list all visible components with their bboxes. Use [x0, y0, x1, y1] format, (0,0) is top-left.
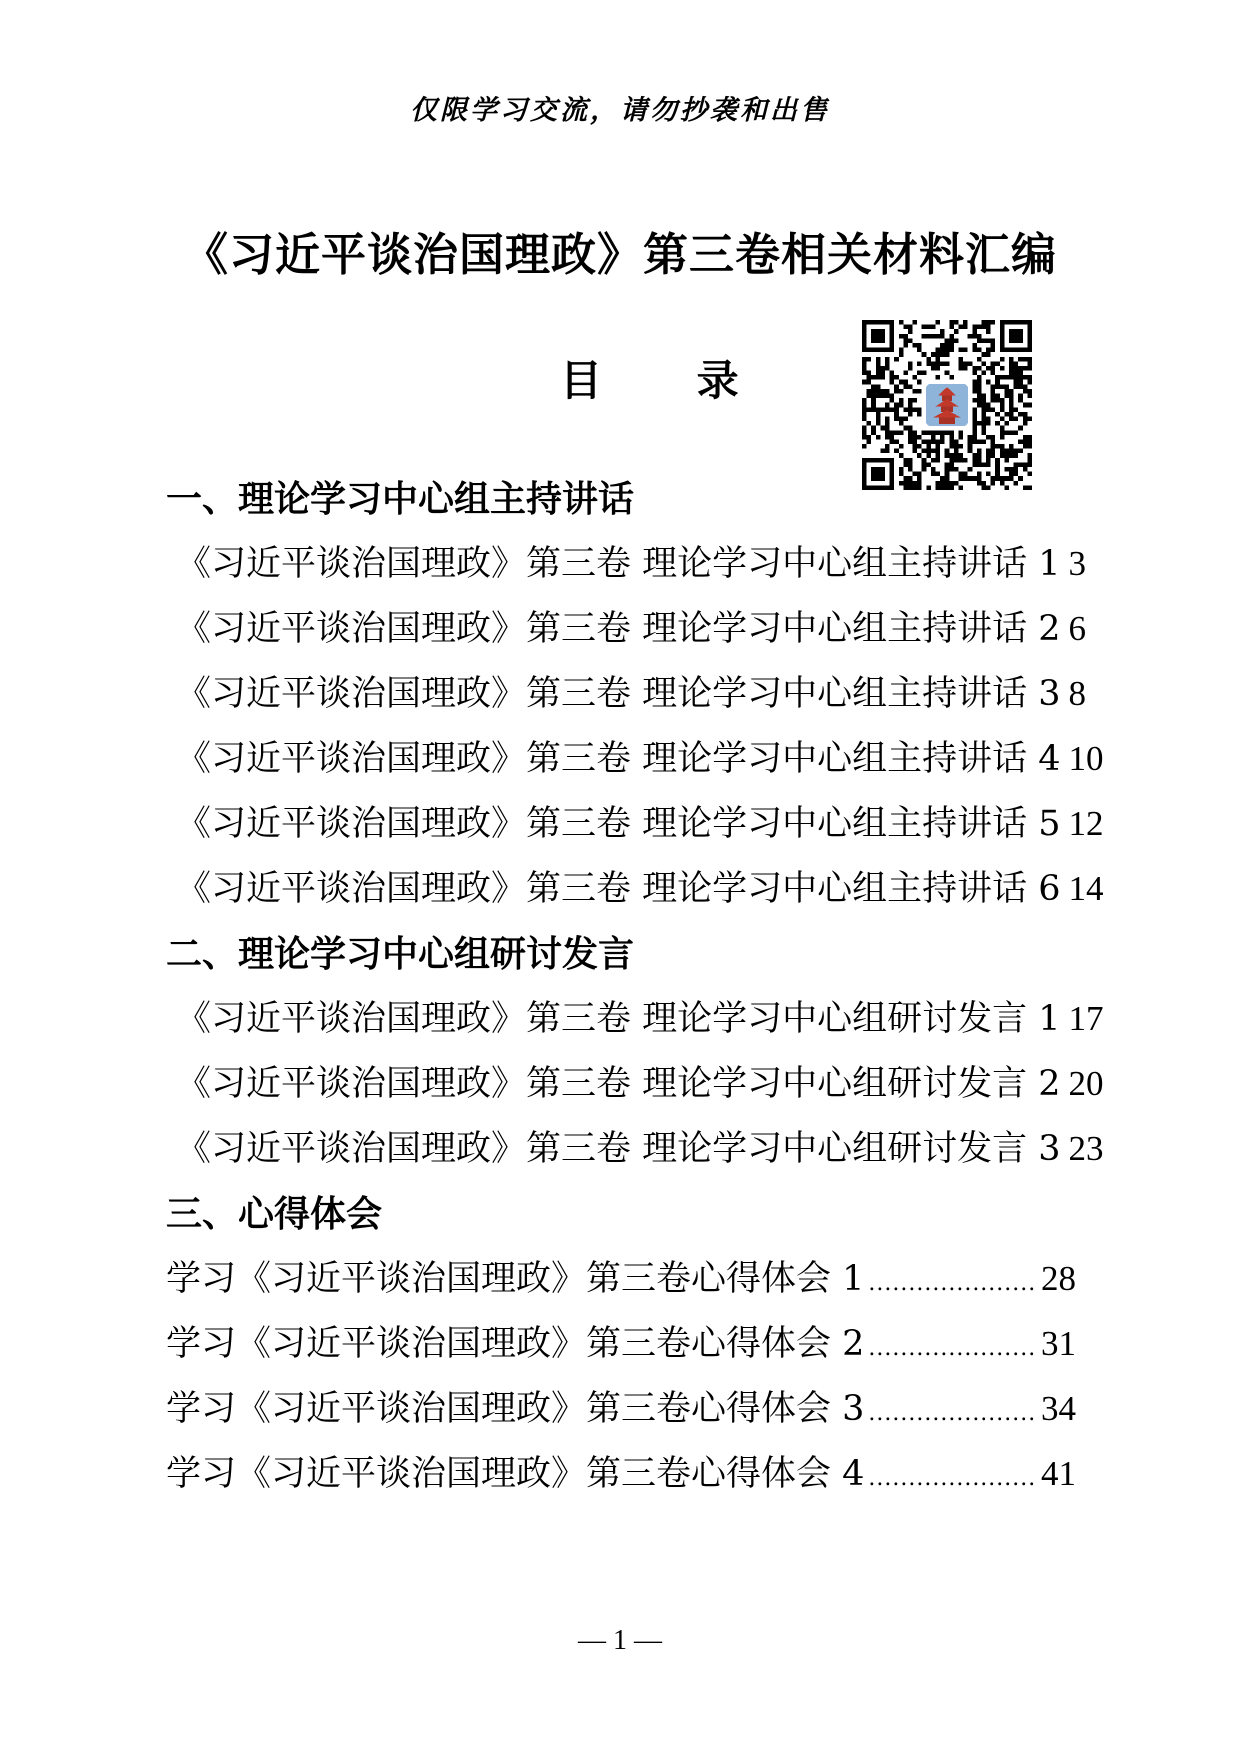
toc-heading: 目 录 — [560, 356, 779, 405]
toc-entry[interactable] — [166, 663, 1087, 728]
toc-dot-leader — [868, 1318, 1037, 1380]
toc-entry-page: 12 — [1068, 804, 1104, 843]
document-title: 《习近平谈治国理政》第三卷相关材料汇编 — [182, 228, 1057, 281]
toc-dot-leader — [868, 1253, 1037, 1315]
toc-entry-title: 《习近平谈治国理政》第三卷 理论学习中心组研讨发言 1 — [176, 999, 1061, 1039]
pagoda-logo-icon — [924, 382, 970, 428]
toc-entry-page: 28 — [1041, 1259, 1076, 1298]
toc-entry-title: 学习《习近平谈治国理政》第三卷心得体会 1 — [166, 1259, 865, 1299]
toc-entry[interactable] — [166, 598, 1087, 663]
toc-entry-title: 学习《习近平谈治国理政》第三卷心得体会 3 — [166, 1389, 865, 1429]
toc-entry[interactable] — [166, 793, 1104, 858]
toc-entry[interactable] — [166, 1118, 1104, 1183]
toc-entry[interactable] — [166, 858, 1104, 923]
toc-dot-leader — [868, 1383, 1037, 1445]
toc-entry[interactable] — [166, 1248, 1076, 1313]
toc-entry-title: 学习《习近平谈治国理政》第三卷心得体会 2 — [166, 1324, 865, 1364]
toc-entry[interactable] — [166, 1443, 1076, 1508]
toc-entry-title: 《习近平谈治国理政》第三卷 理论学习中心组主持讲话 1 — [176, 544, 1061, 584]
toc-entry-page: 14 — [1068, 869, 1104, 908]
toc-entry-page: 6 — [1068, 609, 1087, 648]
toc-section-heading: 二、理论学习中心组研讨发言 — [166, 933, 635, 975]
toc-entry-page: 20 — [1068, 1064, 1104, 1103]
toc-entry-page: 41 — [1041, 1454, 1076, 1493]
watermark-notice: 仅限学习交流，请勿抄袭和出售 — [410, 95, 830, 126]
toc-entry-title: 《习近平谈治国理政》第三卷 理论学习中心组主持讲话 5 — [176, 804, 1061, 844]
toc-entry-title: 《习近平谈治国理政》第三卷 理论学习中心组主持讲话 3 — [176, 674, 1061, 714]
toc-entry-title: 学习《习近平谈治国理政》第三卷心得体会 4 — [166, 1454, 865, 1494]
toc-dot-leader — [868, 1448, 1037, 1510]
toc-entry-page: 31 — [1041, 1324, 1076, 1363]
toc-entry-title: 《习近平谈治国理政》第三卷 理论学习中心组主持讲话 4 — [176, 739, 1061, 779]
toc-entry-page: 10 — [1068, 739, 1104, 778]
toc-entry[interactable] — [166, 1313, 1076, 1378]
toc-entry[interactable] — [166, 1053, 1104, 1118]
toc-entry-page: 34 — [1041, 1389, 1076, 1428]
toc-entry-page: 17 — [1068, 999, 1104, 1038]
page-number: — 1 — — [578, 1625, 662, 1656]
table-of-contents — [166, 468, 1104, 1508]
toc-section-heading: 一、理论学习中心组主持讲话 — [166, 478, 635, 520]
toc-entry-title: 《习近平谈治国理政》第三卷 理论学习中心组主持讲话 2 — [176, 609, 1061, 649]
toc-entry[interactable] — [166, 988, 1104, 1053]
toc-entry-page: 23 — [1068, 1129, 1104, 1168]
toc-entry[interactable] — [166, 728, 1104, 793]
toc-entry[interactable] — [166, 1378, 1076, 1443]
toc-entry-page: 8 — [1068, 674, 1087, 713]
toc-entry-title: 《习近平谈治国理政》第三卷 理论学习中心组研讨发言 2 — [176, 1064, 1061, 1104]
toc-entry[interactable] — [166, 533, 1087, 598]
toc-entry-page: 3 — [1068, 544, 1087, 583]
toc-entry-title: 《习近平谈治国理政》第三卷 理论学习中心组主持讲话 6 — [176, 869, 1061, 909]
toc-entry-title: 《习近平谈治国理政》第三卷 理论学习中心组研讨发言 3 — [176, 1129, 1061, 1169]
toc-section-heading: 三、心得体会 — [166, 1193, 383, 1235]
qr-code-icon — [855, 320, 1039, 490]
